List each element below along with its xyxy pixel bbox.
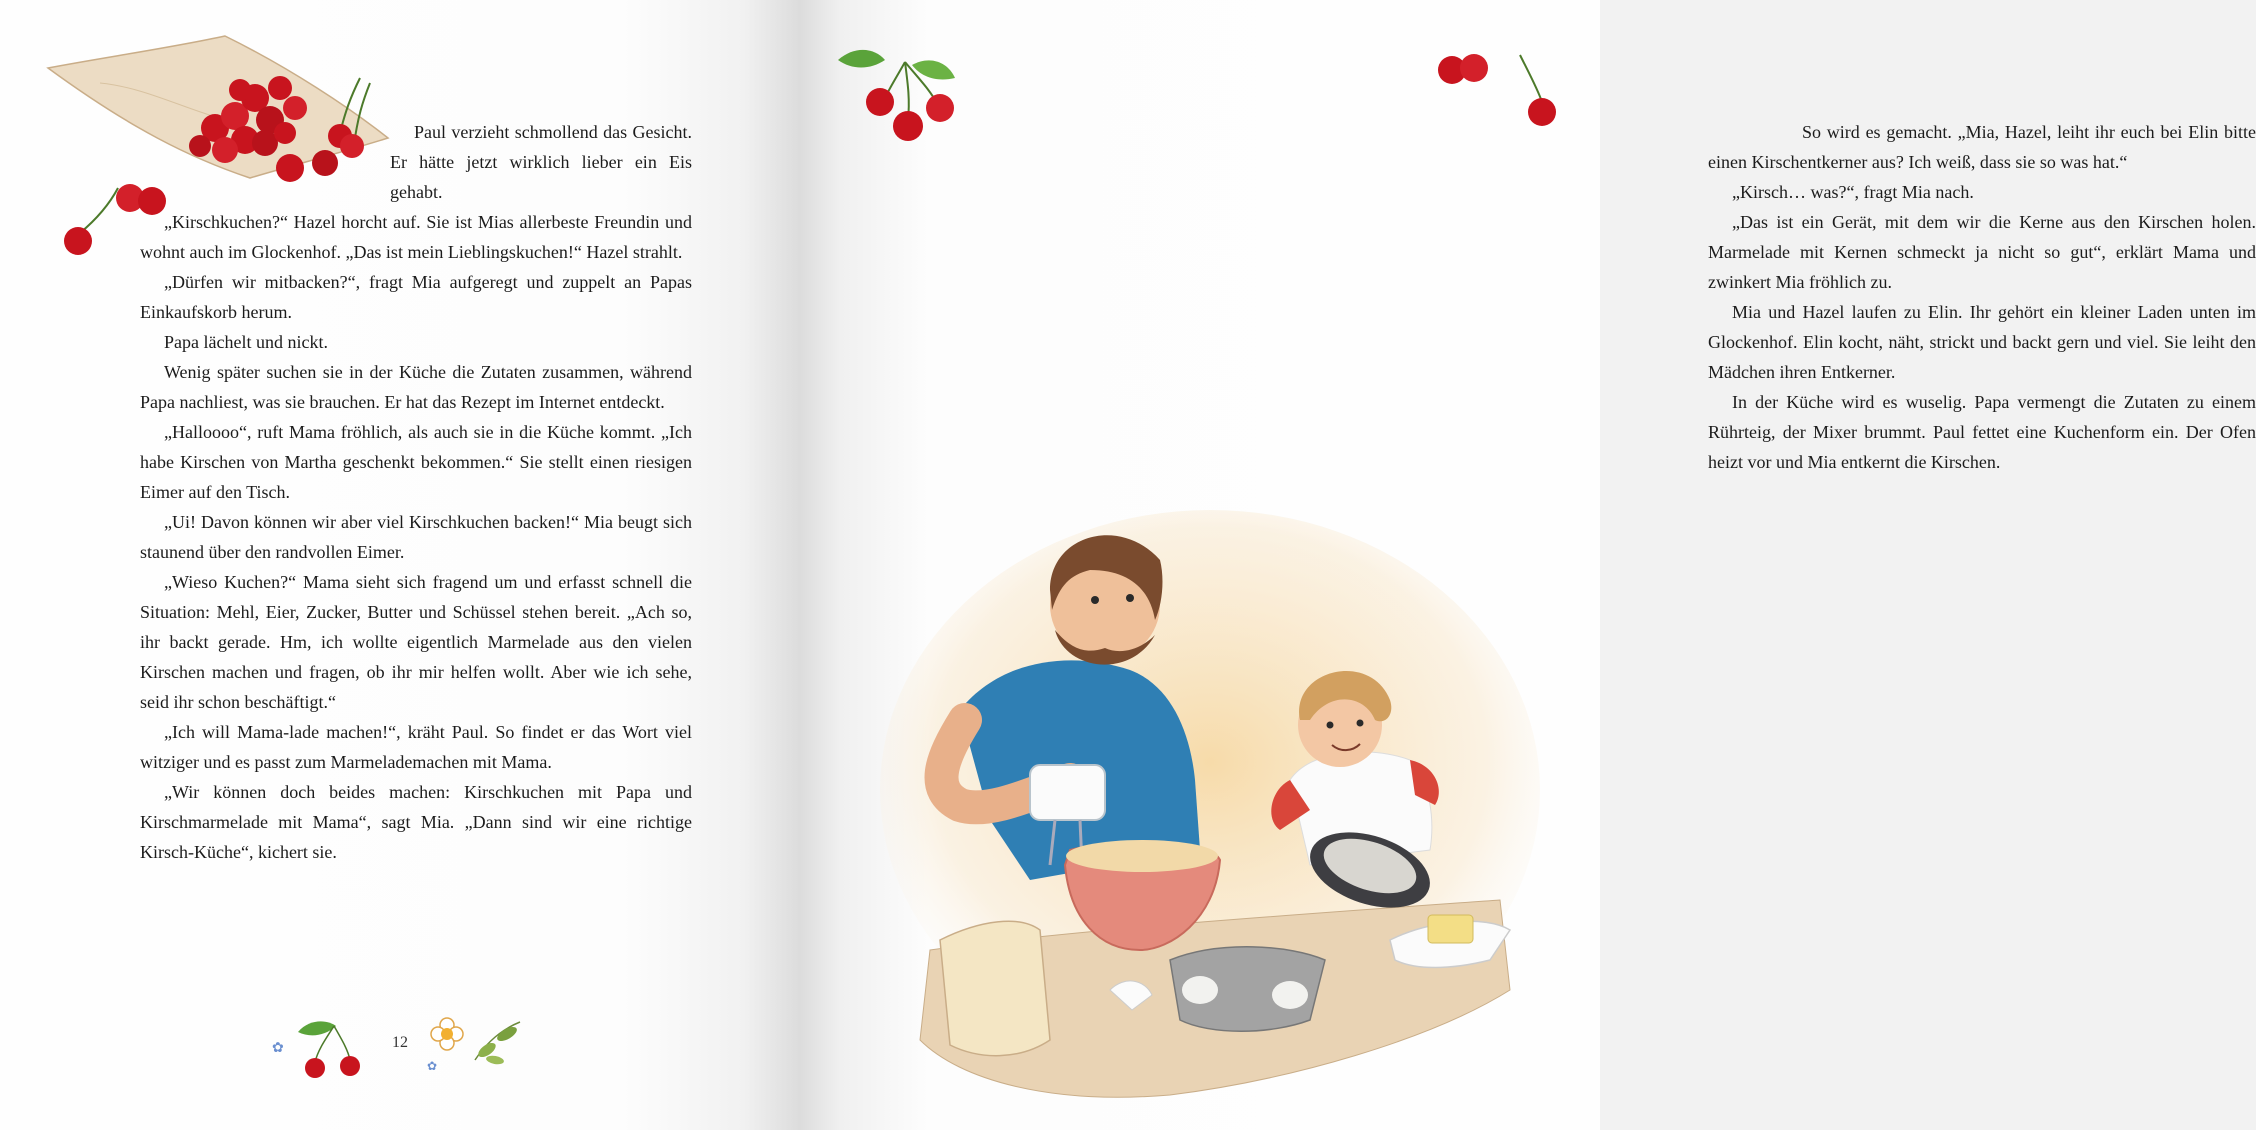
paragraph: „Kirsch… was?“, fragt Mia nach. — [1732, 182, 1974, 202]
flower-ornament — [425, 1010, 535, 1080]
left-page-text — [140, 117, 692, 867]
paragraph: „Ich will Mama-lade machen!“, kräht Paul. So findet er das Wort viel witziger und es passt zum Marmelademachen mit Mama. — [140, 722, 692, 772]
right-page — [800, 0, 2256, 1130]
paragraph: „Halloooo“, ruft Mama fröhlich, als auch sie in die Küche kommt. „Ich habe Kirschen von Martha geschenkt bekommen.“ Sie stellt einen riesigen Eimer auf den Tisch. — [140, 422, 692, 502]
paragraph: „Ui! Davon können wir aber viel Kirschkuchen backen!“ Mia beugt sich staunend über den randvollen Eimer. — [140, 512, 692, 562]
right-page-text — [1708, 117, 2256, 477]
cherry-cluster-top-right — [1430, 40, 1560, 140]
flour-bag — [940, 921, 1050, 1055]
cherry-cluster-top-left — [830, 40, 970, 150]
paragraph: Wenig später suchen sie in der Küche die Zutaten zusammen, während Papa nachliest, was sie brauchen. Er hat das Rezept im Internet entdeckt. — [140, 362, 692, 412]
page-number: 12 — [392, 1034, 408, 1051]
paragraph: „Das ist ein Gerät, mit dem wir die Kerne aus den Kirschen holen. Marmelade mit Kernen schmeckt ja nicht so gut“, erklärt Mama und zwinkert Mia fröhlich zu. — [1708, 212, 2256, 292]
paragraph: „Kirschkuchen?“ Hazel horcht auf. Sie ist Mias allerbeste Freundin und wohnt auch im Glockenhof. „Das ist mein Lieblingskuchen!“ Hazel strahlt. — [140, 212, 692, 262]
paragraph: Mia und Hazel laufen zu Elin. Ihr gehört ein kleiner Laden unten im Glockenhof. Elin kocht, näht, strickt und backt gern und viel. Sie leiht den Mädchen ihren Entkerner. — [1708, 302, 2256, 382]
paragraph: Papa lächelt und nickt. — [164, 332, 328, 352]
cherry-ornament-left — [270, 1010, 370, 1080]
baking-illustration — [870, 520, 1550, 1120]
paragraph: In der Küche wird es wuselig. Papa vermengt die Zutaten zu einem Rührteig, der Mixer brummt. Paul fettet eine Kuchenform ein. Der Ofen heizt vor und Mia entkernt die Kirschen. — [1708, 392, 2256, 472]
paragraph: „Wir können doch beides machen: Kirschkuchen mit Papa und Kirschmarmelade mit Mama“, sagt Mia. „Dann sind wir eine richtige Kirsch-Küche“, kichert sie. — [140, 782, 692, 862]
paragraph: So wird es gemacht. „Mia, Hazel, leiht ihr euch bei Elin bitte einen Kirschentkerner aus? Ich weiß, dass sie so was hat.“ — [1708, 122, 2256, 172]
left-page — [0, 0, 800, 1130]
svg-text:✿: ✿ — [272, 1040, 284, 1056]
paragraph: Paul verzieht schmollend das Gesicht. Er hätte jetzt wirklich lieber ein Eis gehabt. — [390, 122, 692, 202]
svg-text:✿: ✿ — [427, 1059, 438, 1073]
paragraph: „Wieso Kuchen?“ Mama sieht sich fragend um und erfasst schnell die Situation: Mehl, Eier, Zucker, Butter und Schüssel stehen bereit. „Ach so, ihr backt gerade. Hm, ich wollte eigentlich Marmelade aus den vielen Kirschen machen und fragen, ob ihr mir helfen wollt. Aber wie ich sehe, seid ihr schon beschäftigt.“ — [140, 572, 692, 712]
paragraph: „Dürfen wir mitbacken?“, fragt Mia aufgeregt und zuppelt an Papas Einkaufskorb herum. — [140, 272, 692, 322]
